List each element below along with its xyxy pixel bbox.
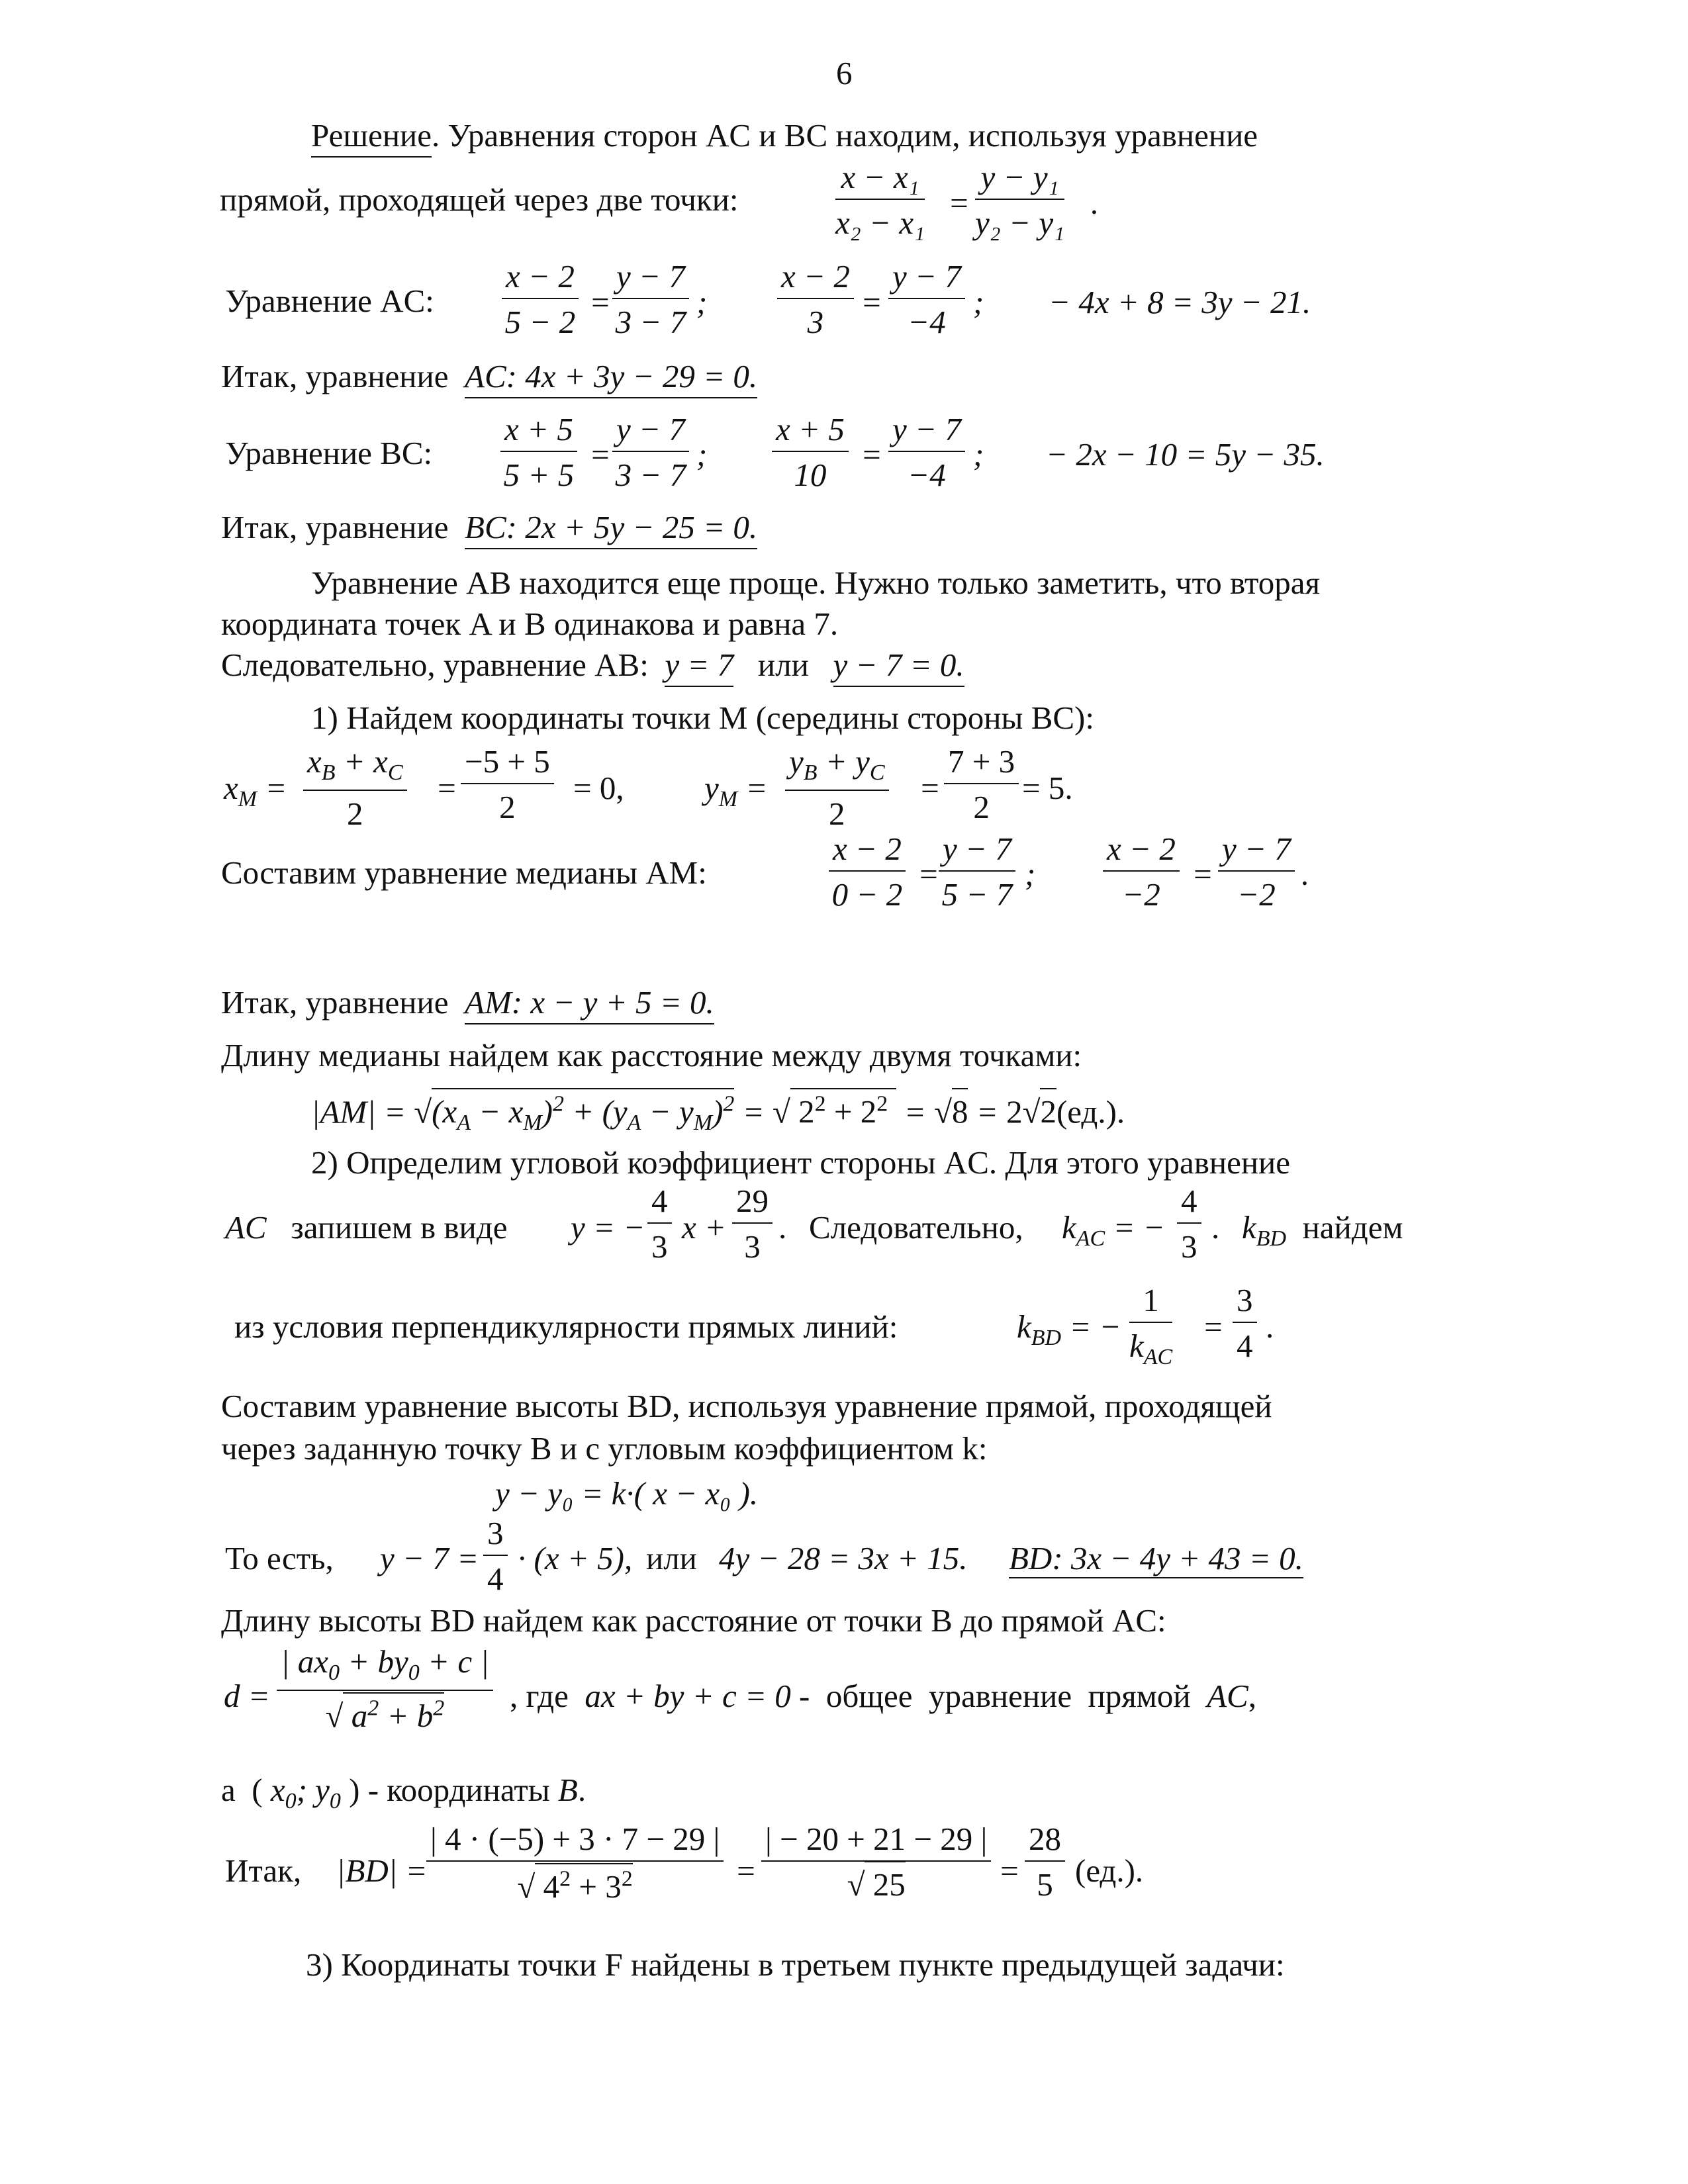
ym-result: = 5.: [1022, 770, 1073, 806]
height-length-text: Длину высоты BD найдем как расстояние от точки B до прямой AC:: [221, 1602, 1166, 1639]
median-step-1: 1) Найдем координаты точки M (середины стороны BC):: [311, 700, 1094, 736]
bc-frac-1b: $\frac{y - 7}{3 - 7}$: [612, 413, 689, 491]
kac-value: $k_{AC}$ = −: [1062, 1209, 1165, 1251]
ac-final-line: Итак, уравнение AC: 4x + 3y − 29 = 0.: [221, 360, 757, 392]
height-line-2: через заданную точку B и с угловым коэффициентом k:: [221, 1430, 988, 1467]
two-point-fraction-left: $\frac{\text{x − x₁}}{\text{x₂ − x₁}}$: [835, 159, 925, 241]
kac-frac: $\frac{4}{3}$: [1177, 1185, 1201, 1263]
bc-frac-2b: $\frac{y - 7}{-4}$: [888, 413, 965, 491]
kbd-label: $k_{BD}$ = −: [1017, 1308, 1121, 1350]
perp-text: из условия перпендикулярности прямых линий:: [234, 1308, 898, 1345]
d-coords: a ( $x_0$; $y_0$ ) - координаты B.: [221, 1772, 586, 1813]
ac-result: − 4x + 8 = 3y − 21.: [1049, 284, 1311, 320]
slope-y-eq: y = −: [571, 1209, 645, 1246]
ac-frac-1b: $\frac{y - 7}{3 - 7}$: [612, 260, 689, 338]
bd-or: или: [646, 1540, 697, 1576]
bd-length-label: |BD| =: [336, 1852, 428, 1889]
slope-line-2-a: AC запишем в виде: [225, 1209, 508, 1246]
kbd-frac-2: $\frac{3}{4}$: [1233, 1284, 1257, 1362]
slope-step-2: 2) Определим угловой коэффициент стороны AC. Для этого уравнение: [311, 1144, 1291, 1181]
median-length-text: Длину медианы найдем как расстояние между двумя точками:: [221, 1037, 1082, 1073]
am-frac-1a: $\frac{x - 2}{0 - 2}$: [829, 833, 906, 911]
height-line-1: Составим уравнение высоты BD, используя уравнение прямой, проходящей: [221, 1388, 1272, 1424]
ac-frac-1a: $\frac{x - 2}{5 - 2}$: [502, 260, 579, 338]
xm-frac-1: $\frac{x_B + x_C}{2}$: [303, 745, 407, 830]
ab-eq-2: y − 7 = 0.: [833, 647, 964, 687]
ac-final-equation: AC: 4x + 3y − 29 = 0.: [465, 358, 757, 398]
bd-eq-1-left: y − 7 =: [380, 1540, 479, 1576]
slope-line-2-b: Следовательно,: [809, 1209, 1023, 1246]
bd-frac-3-4: $\frac{3}{4}$: [483, 1517, 508, 1595]
d-where: , где ax + by + c = 0 - общее уравнение прямой AC,: [510, 1678, 1256, 1714]
slope-frac-29-3: $\frac{29}{3}$: [732, 1185, 773, 1263]
so-label: Итак,: [225, 1852, 302, 1889]
bc-final-line: Итак, уравнение BC: 2x + 5y − 25 = 0.: [221, 511, 757, 543]
solution-text: . Уравнения сторон AC и BC находим, используя уравнение: [432, 117, 1258, 154]
two-point-text: прямой, проходящей через две точки:: [220, 181, 739, 218]
ym-frac-2: $\frac{7 + 3}{2}$: [944, 745, 1019, 823]
solution-intro: [311, 119, 1258, 152]
xm-frac-2: $\frac{-5 + 5}{2}$: [461, 745, 554, 823]
bc-frac-1a: $\frac{x + 5}{5 + 5}$: [500, 413, 577, 491]
bd-final-equation: BD: 3x − 4y + 43 = 0.: [1009, 1542, 1303, 1578]
point-slope-formula: y − y₀ = k·( x − x₀ ).: [495, 1475, 759, 1512]
bd-length-frac-2: $\frac{| - 20 + 21 - 29 |}{√ 25}$: [761, 1823, 991, 1901]
bd-eq-2: 4y − 28 = 3x + 15.: [719, 1540, 968, 1576]
ab-eq-1: y = 7: [665, 647, 733, 687]
kbd-find: $k_{BD}$ найдем: [1242, 1209, 1403, 1251]
ac-frac-2b: $\frac{y - 7}{-4}$: [888, 260, 965, 338]
xm-label: $x_M$ =: [224, 770, 287, 811]
bc-result: − 2x − 10 = 5y − 35.: [1046, 436, 1325, 473]
slope-frac-4-3: $\frac{4}{3}$: [647, 1185, 672, 1263]
am-frac-2a: $\frac{x - 2}{-2}$: [1103, 833, 1180, 911]
step-3: 3) Координаты точки F найдены в третьем пункте предыдущей задачи:: [306, 1946, 1285, 1983]
ab-line-1: Уравнение AB находится еще проще. Нужно только заметить, что вторая: [311, 565, 1321, 601]
d-formula-fraction: $\frac{| ax_0 + by_0 + c |}{√ a^2 + b^2}$: [277, 1645, 493, 1732]
bd-length-frac-3: $\frac{28}{5}$: [1025, 1823, 1065, 1901]
am-frac-1b: $\frac{y - 7}{5 - 7}$: [939, 833, 1015, 911]
ac-frac-2a: $\frac{x - 2}{3}$: [777, 260, 854, 338]
bd-length-frac-1: $\frac{| 4 \cdot (-5) + 3 \cdot 7 - 29 |}{√ 4^2 + 3^2}$: [426, 1823, 724, 1903]
ym-frac-1: $\frac{y_B + y_C}{2}$: [785, 745, 889, 830]
ab-line-3: Следовательно, уравнение AB: y = 7 или y − 7 = 0.: [221, 649, 964, 681]
two-point-fraction-right: $\frac{\text{y − y₁}}{\text{y₂ − y₁}}$: [975, 159, 1065, 241]
bc-label: Уравнение BC:: [225, 435, 433, 471]
bd-length-unit: (ед.).: [1075, 1852, 1144, 1889]
median-length-formula: $|AM| = √(x_A - x_M)^2 + (y_A - y_M)^2$ = √ $2^2 + 2^2 = √8 = 2√2(ед.)$.: [311, 1093, 1125, 1134]
solution-label: Решение: [311, 117, 432, 158]
kbd-frac-1: 1 $k_{AC}$: [1129, 1282, 1173, 1369]
d-label: d =: [224, 1678, 270, 1714]
am-frac-2b: $\frac{y - 7}{-2}$: [1218, 833, 1295, 911]
median-compose: Составим уравнение медианы AM:: [221, 854, 707, 891]
page-number: 6: [836, 55, 853, 91]
ym-label: $y_M$ =: [704, 770, 768, 811]
ab-line-2: координата точек A и B одинакова и равна 7.: [221, 606, 839, 642]
am-final-equation: AM: x − y + 5 = 0.: [465, 984, 714, 1024]
xm-result: = 0,: [573, 770, 624, 806]
ac-label: Уравнение AC:: [225, 283, 434, 319]
that-is: То есть,: [225, 1540, 334, 1576]
am-final-line: Итак, уравнение AM: x − y + 5 = 0.: [221, 986, 714, 1019]
bc-final-equation: BC: 2x + 5y − 25 = 0.: [465, 509, 757, 549]
bc-frac-2a: $\frac{x + 5}{10}$: [772, 413, 849, 491]
